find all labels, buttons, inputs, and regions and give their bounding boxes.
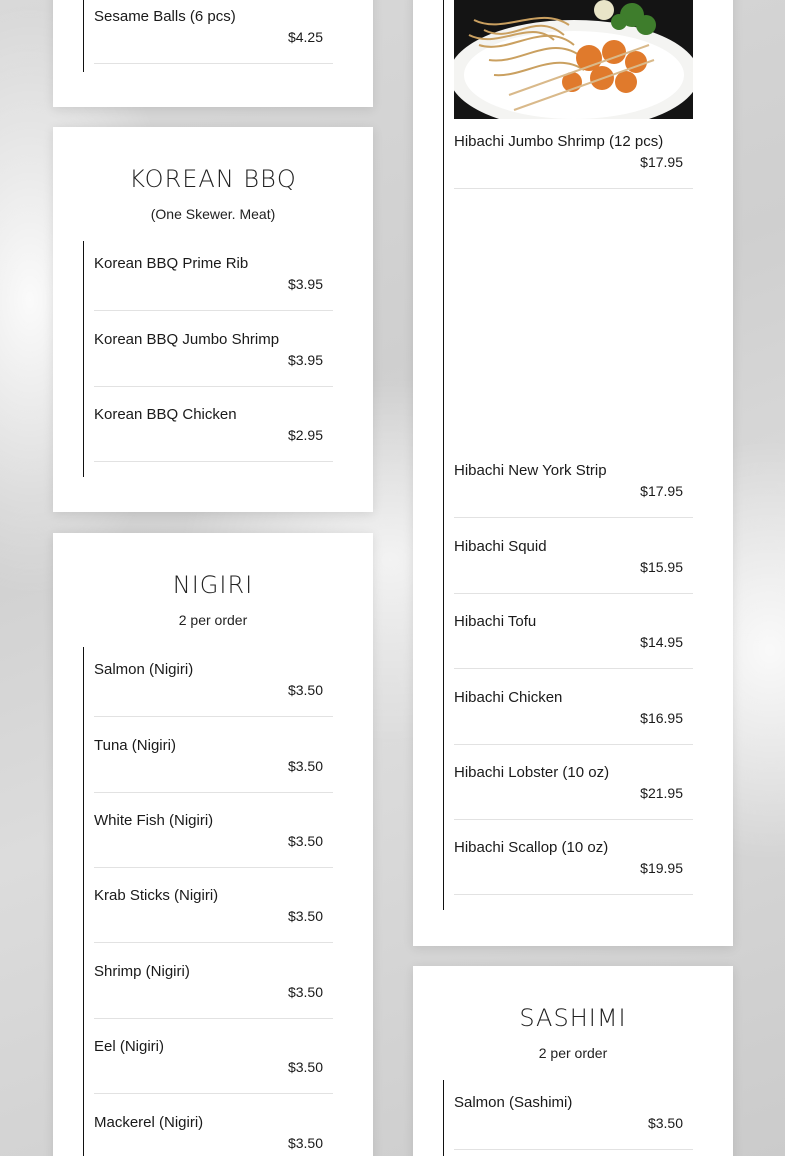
menu-item-name: Hibachi Chicken bbox=[454, 689, 563, 706]
menu-item[interactable] bbox=[454, 538, 693, 613]
menu-item-price: $16.95 bbox=[640, 710, 683, 726]
item-divider bbox=[454, 894, 693, 895]
menu-item-price: $3.50 bbox=[287, 758, 323, 774]
menu-item[interactable] bbox=[94, 331, 333, 406]
menu-card-korean-bbq bbox=[53, 127, 373, 512]
menu-rule bbox=[443, 0, 444, 910]
menu-item-name: Hibachi Scallop (10 oz) bbox=[454, 839, 609, 856]
menu-item-price: $3.50 bbox=[287, 908, 323, 924]
item-divider bbox=[94, 461, 333, 462]
item-divider bbox=[454, 744, 693, 745]
menu-item[interactable] bbox=[94, 887, 333, 962]
menu-item-price: $14.95 bbox=[640, 634, 683, 650]
menu-item-name: Eel (Nigiri) bbox=[94, 1038, 165, 1055]
menu-rule bbox=[83, 647, 84, 1156]
menu-item-price: $3.50 bbox=[287, 833, 323, 849]
menu-rule bbox=[83, 0, 84, 72]
menu-item-name: Hibachi Tofu bbox=[454, 613, 537, 630]
section-title: KOREAN BBQ bbox=[129, 165, 297, 193]
menu-rule bbox=[83, 241, 84, 477]
menu-item-price: $3.50 bbox=[287, 1059, 323, 1075]
menu-item[interactable] bbox=[454, 462, 693, 537]
item-divider bbox=[94, 63, 333, 64]
menu-item[interactable] bbox=[94, 406, 333, 481]
section-subtitle: 2 per order bbox=[538, 1045, 608, 1061]
menu-item-name: Korean BBQ Jumbo Shrimp bbox=[94, 331, 280, 348]
menu-item-name: Mackerel (Nigiri) bbox=[94, 1114, 204, 1131]
menu-item[interactable] bbox=[94, 661, 333, 736]
menu-item-name: Salmon (Sashimi) bbox=[454, 1094, 573, 1111]
menu-item[interactable] bbox=[454, 133, 693, 208]
menu-item[interactable] bbox=[454, 839, 693, 914]
section-subtitle: (One Skewer. Meat) bbox=[150, 206, 276, 222]
menu-item-name: Hibachi New York Strip bbox=[454, 462, 607, 479]
menu-rule bbox=[443, 1080, 444, 1156]
menu-item-name: Tuna (Nigiri) bbox=[94, 737, 176, 754]
menu-card-nigiri bbox=[53, 533, 373, 1156]
menu-item[interactable] bbox=[454, 1094, 693, 1156]
menu-card-hibachi bbox=[413, 0, 733, 946]
menu-item-price: $3.50 bbox=[647, 1115, 683, 1131]
menu-item-price: $17.95 bbox=[640, 154, 683, 170]
menu-item-price: $3.50 bbox=[287, 1135, 323, 1151]
menu-card-desserts bbox=[53, 0, 373, 107]
menu-item-name: White Fish (Nigiri) bbox=[94, 812, 214, 829]
menu-item[interactable] bbox=[94, 1038, 333, 1113]
item-divider bbox=[94, 1093, 333, 1094]
item-divider bbox=[454, 517, 693, 518]
menu-item-price: $2.95 bbox=[287, 427, 323, 443]
menu-item-name: Korean BBQ Prime Rib bbox=[94, 255, 249, 272]
item-divider bbox=[454, 188, 693, 189]
menu-item-price: $3.50 bbox=[287, 984, 323, 1000]
section-subtitle: 2 per order bbox=[178, 612, 248, 628]
menu-card-sashimi bbox=[413, 966, 733, 1156]
item-divider bbox=[94, 867, 333, 868]
menu-item-name: Hibachi Lobster (10 oz) bbox=[454, 764, 610, 781]
item-divider bbox=[94, 310, 333, 311]
menu-item[interactable] bbox=[454, 613, 693, 688]
section-title: NIGIRI bbox=[172, 571, 254, 599]
menu-item-price: $3.50 bbox=[287, 682, 323, 698]
menu-item-price: $21.95 bbox=[640, 785, 683, 801]
menu-item-name: Krab Sticks (Nigiri) bbox=[94, 887, 219, 904]
menu-item-price: $3.95 bbox=[287, 352, 323, 368]
item-divider bbox=[94, 792, 333, 793]
menu-item[interactable] bbox=[94, 8, 333, 83]
item-divider bbox=[454, 593, 693, 594]
item-divider bbox=[454, 668, 693, 669]
menu-item-name: Sesame Balls (6 pcs) bbox=[94, 8, 236, 25]
item-divider bbox=[94, 386, 333, 387]
menu-item-name: Shrimp (Nigiri) bbox=[94, 963, 190, 980]
item-divider bbox=[94, 716, 333, 717]
menu-item-price: $4.25 bbox=[287, 29, 323, 45]
menu-item[interactable] bbox=[94, 255, 333, 330]
menu-item-price: $15.95 bbox=[640, 559, 683, 575]
item-divider bbox=[94, 1018, 333, 1019]
menu-item[interactable] bbox=[94, 1114, 333, 1156]
menu-item[interactable] bbox=[94, 737, 333, 812]
menu-item-price: $3.95 bbox=[287, 276, 323, 292]
menu-item-name: Salmon (Nigiri) bbox=[94, 661, 194, 678]
item-divider bbox=[454, 819, 693, 820]
menu-item-name: Hibachi Jumbo Shrimp (12 pcs) bbox=[454, 133, 664, 150]
menu-item-name: Korean BBQ Chicken bbox=[94, 406, 237, 423]
menu-item-price: $19.95 bbox=[640, 860, 683, 876]
menu-item[interactable] bbox=[94, 963, 333, 1038]
item-divider bbox=[454, 1149, 693, 1150]
menu-item[interactable] bbox=[454, 689, 693, 764]
dish-illustration-icon bbox=[454, 0, 693, 119]
section-title: SASHIMI bbox=[519, 1004, 627, 1032]
menu-item[interactable] bbox=[454, 764, 693, 839]
item-divider bbox=[94, 942, 333, 943]
shrimp-noodle-plate-photo bbox=[454, 0, 693, 119]
menu-item-name: Hibachi Squid bbox=[454, 538, 547, 555]
menu-item-price: $17.95 bbox=[640, 483, 683, 499]
menu-item[interactable] bbox=[94, 812, 333, 887]
